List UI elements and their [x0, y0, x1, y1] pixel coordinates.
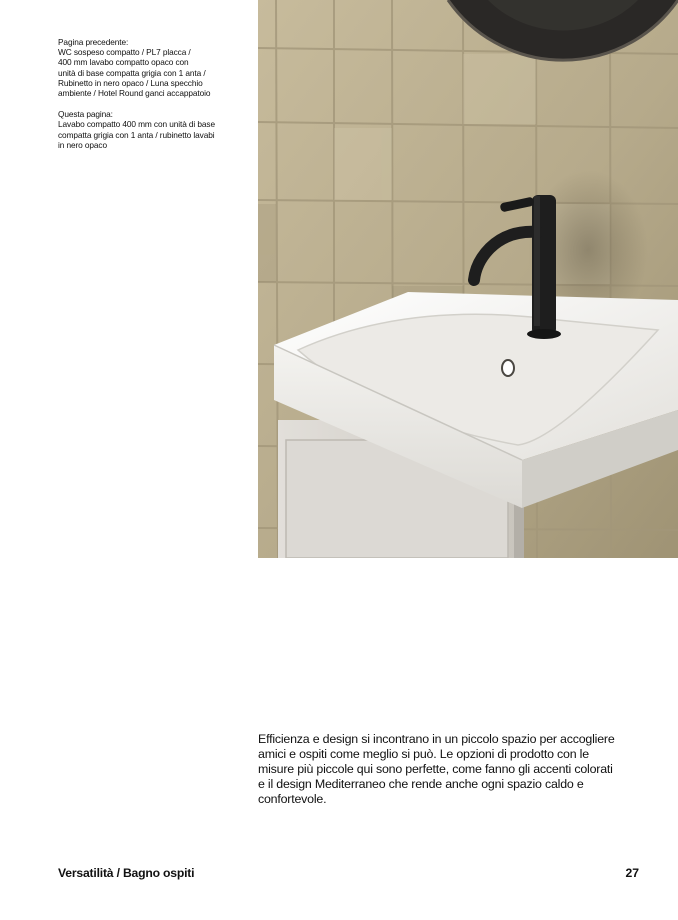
- caption-previous-line: 400 mm lavabo compatto opaco con: [58, 57, 189, 68]
- washbasin-illustration: [258, 0, 678, 558]
- caption-previous-line: ambiente / Hotel Round ganci accappatoio: [58, 88, 211, 99]
- body-line: amici e ospiti come meglio si può. Le opzioni di prodotto con le: [258, 747, 589, 762]
- caption-current-line: Lavabo compatto 400 mm con unità di base: [58, 119, 215, 130]
- body-text: [258, 732, 648, 807]
- footer-section-title: Versatilità / Bagno ospiti: [58, 866, 195, 880]
- image-caption: [58, 37, 248, 150]
- caption-current-line: compatta grigia con 1 anta / rubinetto lavabi: [58, 129, 215, 140]
- caption-previous-label: Pagina precedente:: [58, 37, 129, 47]
- page-number: 27: [625, 866, 639, 880]
- overflow-hole: [502, 360, 514, 376]
- caption-current-line: in nero opaco: [58, 139, 107, 150]
- product-photo: [258, 0, 678, 558]
- body-line: Efficienza e design si incontrano in un piccolo spazio per accogliere: [258, 732, 615, 746]
- caption-previous-line: Rubinetto in nero opaco / Luna specchio: [58, 77, 203, 88]
- body-line: e il design Mediterraneo che rende anche ogni spazio caldo e: [258, 777, 584, 792]
- caption-current-label: Questa pagina:: [58, 109, 113, 120]
- caption-previous-line: WC sospeso compatto / PL7 placca /: [58, 47, 191, 58]
- caption-previous-line: unità di base compatta grigia con 1 anta /: [58, 67, 206, 78]
- body-line: confortevole.: [258, 792, 327, 807]
- body-line: misure più piccole qui sono perfette, come fanno gli accenti colorati: [258, 762, 613, 777]
